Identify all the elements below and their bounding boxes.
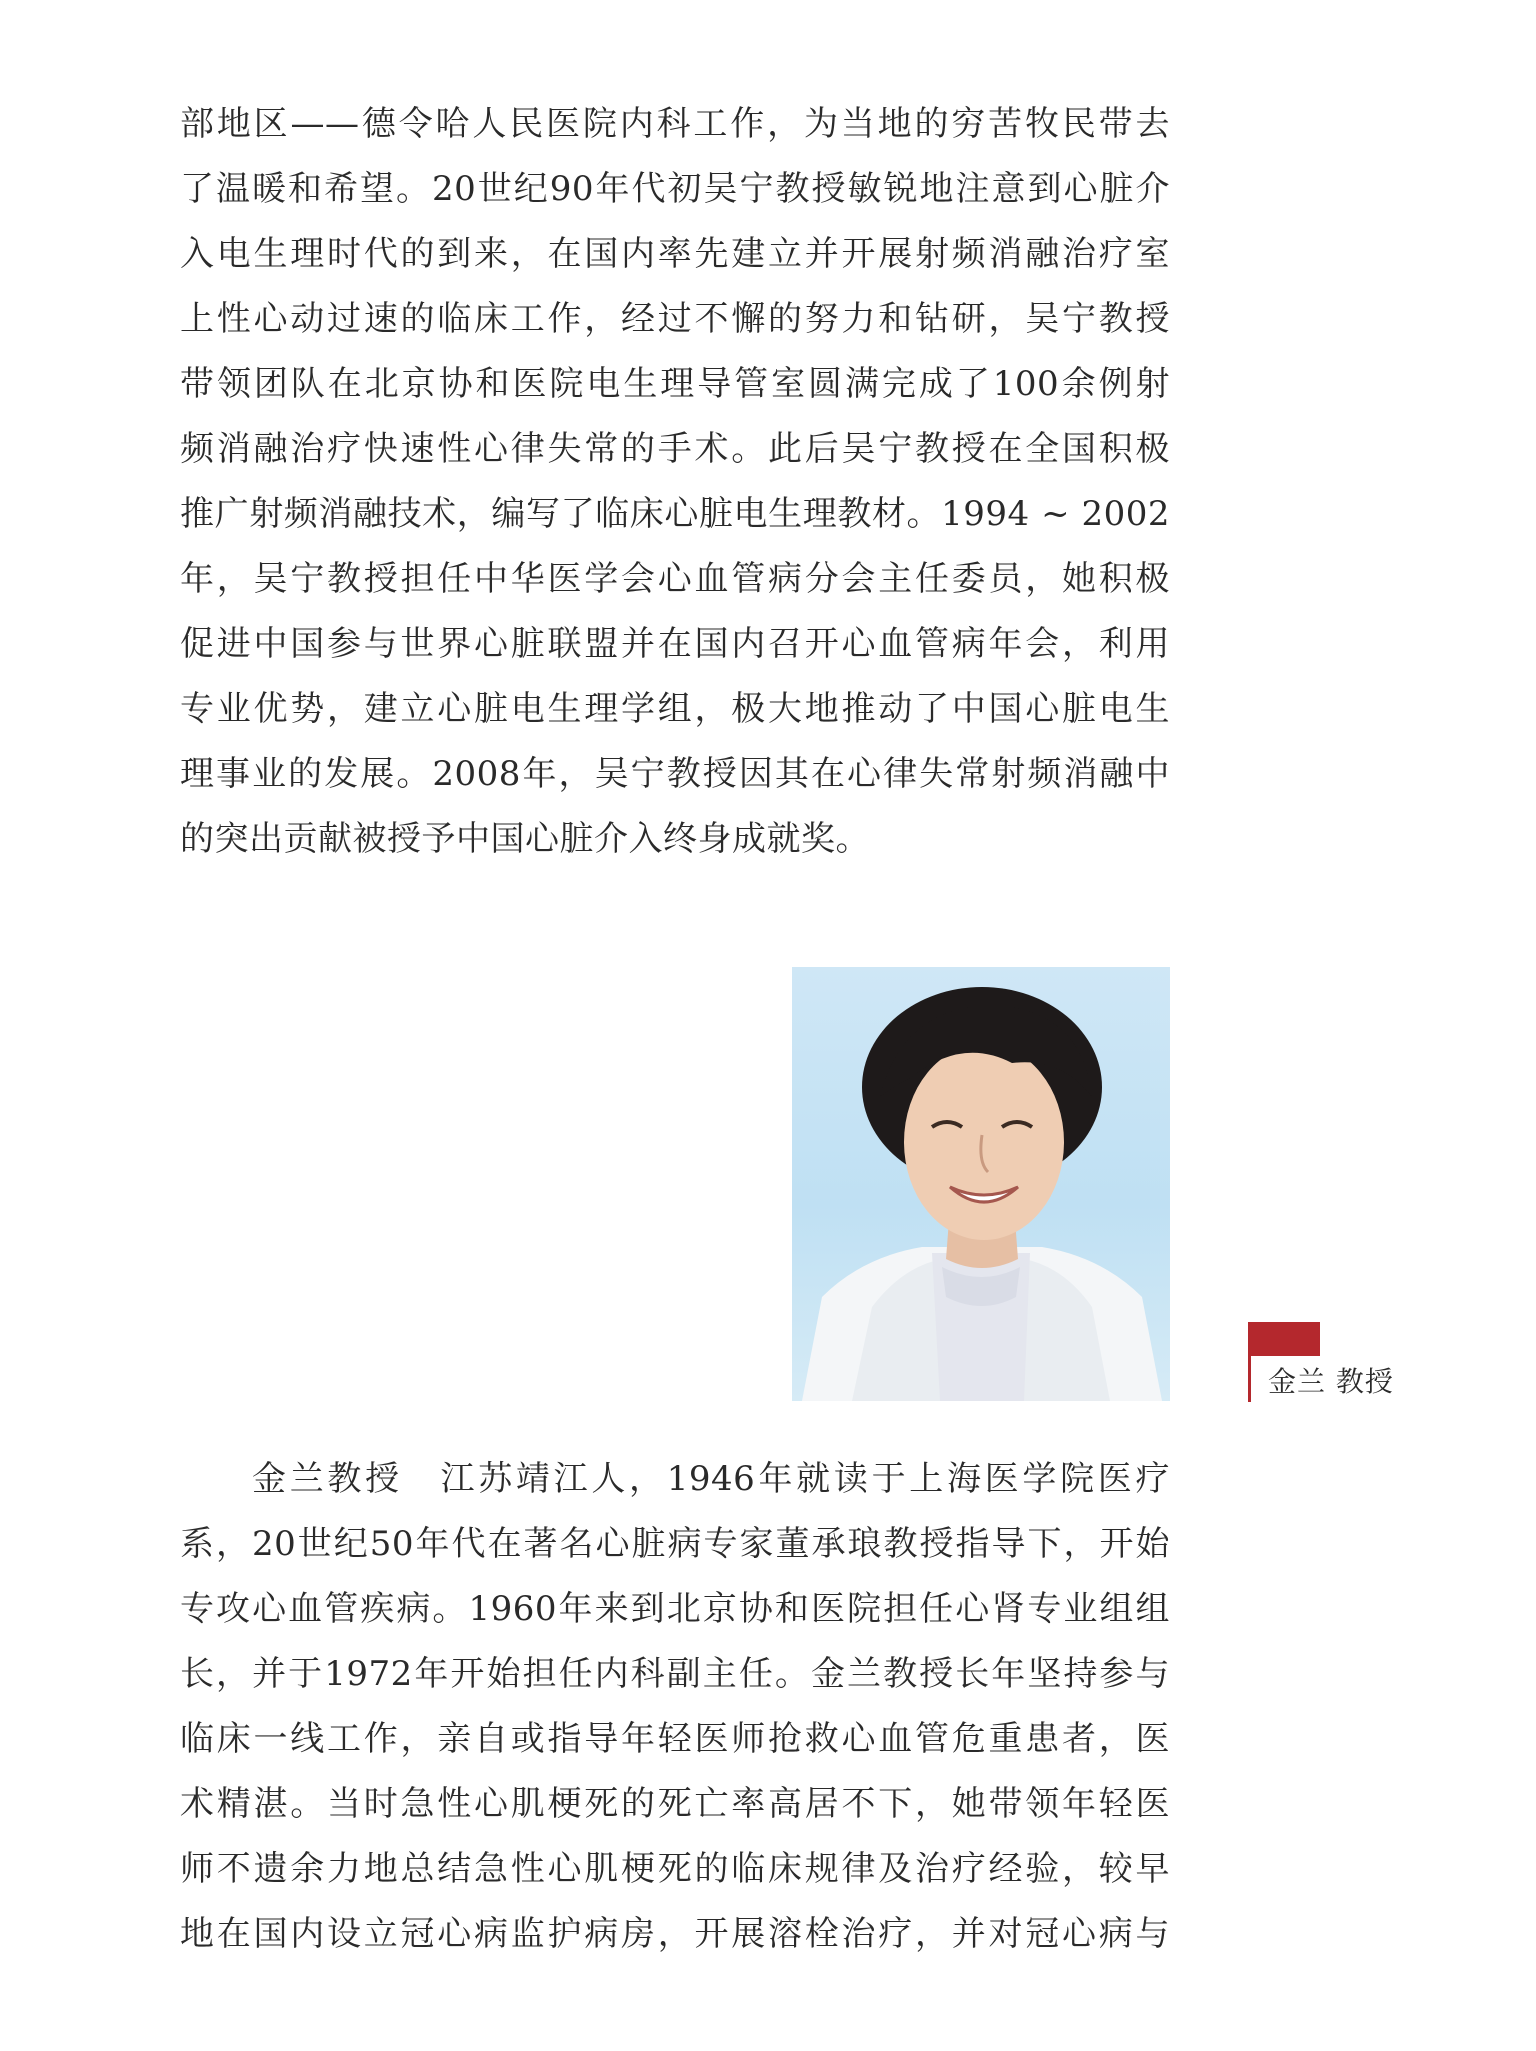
text-line: 带领团队在北京协和医院电生理导管室圆满完成了100余例射 bbox=[180, 364, 1170, 404]
portrait-caption: 金兰 教授 bbox=[1268, 1365, 1394, 1398]
text-line: 部地区——德令哈人民医院内科工作，为当地的穷苦牧民带去 bbox=[180, 104, 1170, 144]
text-line: 上性心动过速的临床工作，经过不懈的努力和钻研，吴宁教授 bbox=[180, 299, 1170, 339]
text-line: 系，20世纪50年代在著名心脏病专家董承琅教授指导下，开始 bbox=[180, 1524, 1170, 1564]
text-line: 推广射频消融技术，编写了临床心脏电生理教材。1994 ~ 2002 bbox=[180, 494, 1170, 534]
text-line: 术精湛。当时急性心肌梗死的死亡率高居不下，她带领年轻医 bbox=[180, 1784, 1170, 1824]
text-line: 临床一线工作，亲自或指导年轻医师抢救心血管危重患者，医 bbox=[180, 1719, 1170, 1759]
text-line: 了温暖和希望。20世纪90年代初吴宁教授敏锐地注意到心脏介 bbox=[180, 169, 1170, 209]
text-line: 入电生理时代的到来，在国内率先建立并开展射频消融治疗室 bbox=[180, 234, 1170, 274]
paragraph-wu-ning bbox=[180, 92, 1170, 872]
text-line: 长，并于1972年开始担任内科副主任。金兰教授长年坚持参与 bbox=[180, 1654, 1170, 1694]
text-line: 频消融治疗快速性心律失常的手术。此后吴宁教授在全国积极 bbox=[180, 429, 1170, 469]
paragraph-jin-lan bbox=[180, 1447, 1170, 1967]
text-line: 专业优势，建立心脏电生理学组，极大地推动了中国心脏电生 bbox=[180, 689, 1170, 729]
text-line: 金兰教授 江苏靖江人，1946年就读于上海医学院医疗 bbox=[252, 1459, 1170, 1499]
text-line: 促进中国参与世界心脏联盟并在国内召开心血管病年会，利用 bbox=[180, 624, 1170, 664]
portrait-photo bbox=[792, 967, 1170, 1401]
text-line: 专攻心血管疾病。1960年来到北京协和医院担任心肾专业组组 bbox=[180, 1589, 1170, 1629]
portrait-illustration bbox=[792, 967, 1170, 1401]
text-line: 的突出贡献被授予中国心脏介入终身成就奖。 bbox=[180, 819, 870, 859]
text-line: 理事业的发展。2008年，吴宁教授因其在心律失常射频消融中 bbox=[180, 754, 1170, 794]
text-line: 地在国内设立冠心病监护病房，开展溶栓治疗，并对冠心病与 bbox=[180, 1914, 1170, 1954]
text-line: 年，吴宁教授担任中华医学会心血管病分会主任委员，她积极 bbox=[180, 559, 1170, 599]
caption-flag-marker bbox=[1248, 1322, 1320, 1356]
text-line: 师不遗余力地总结急性心肌梗死的临床规律及治疗经验，较早 bbox=[180, 1849, 1170, 1889]
